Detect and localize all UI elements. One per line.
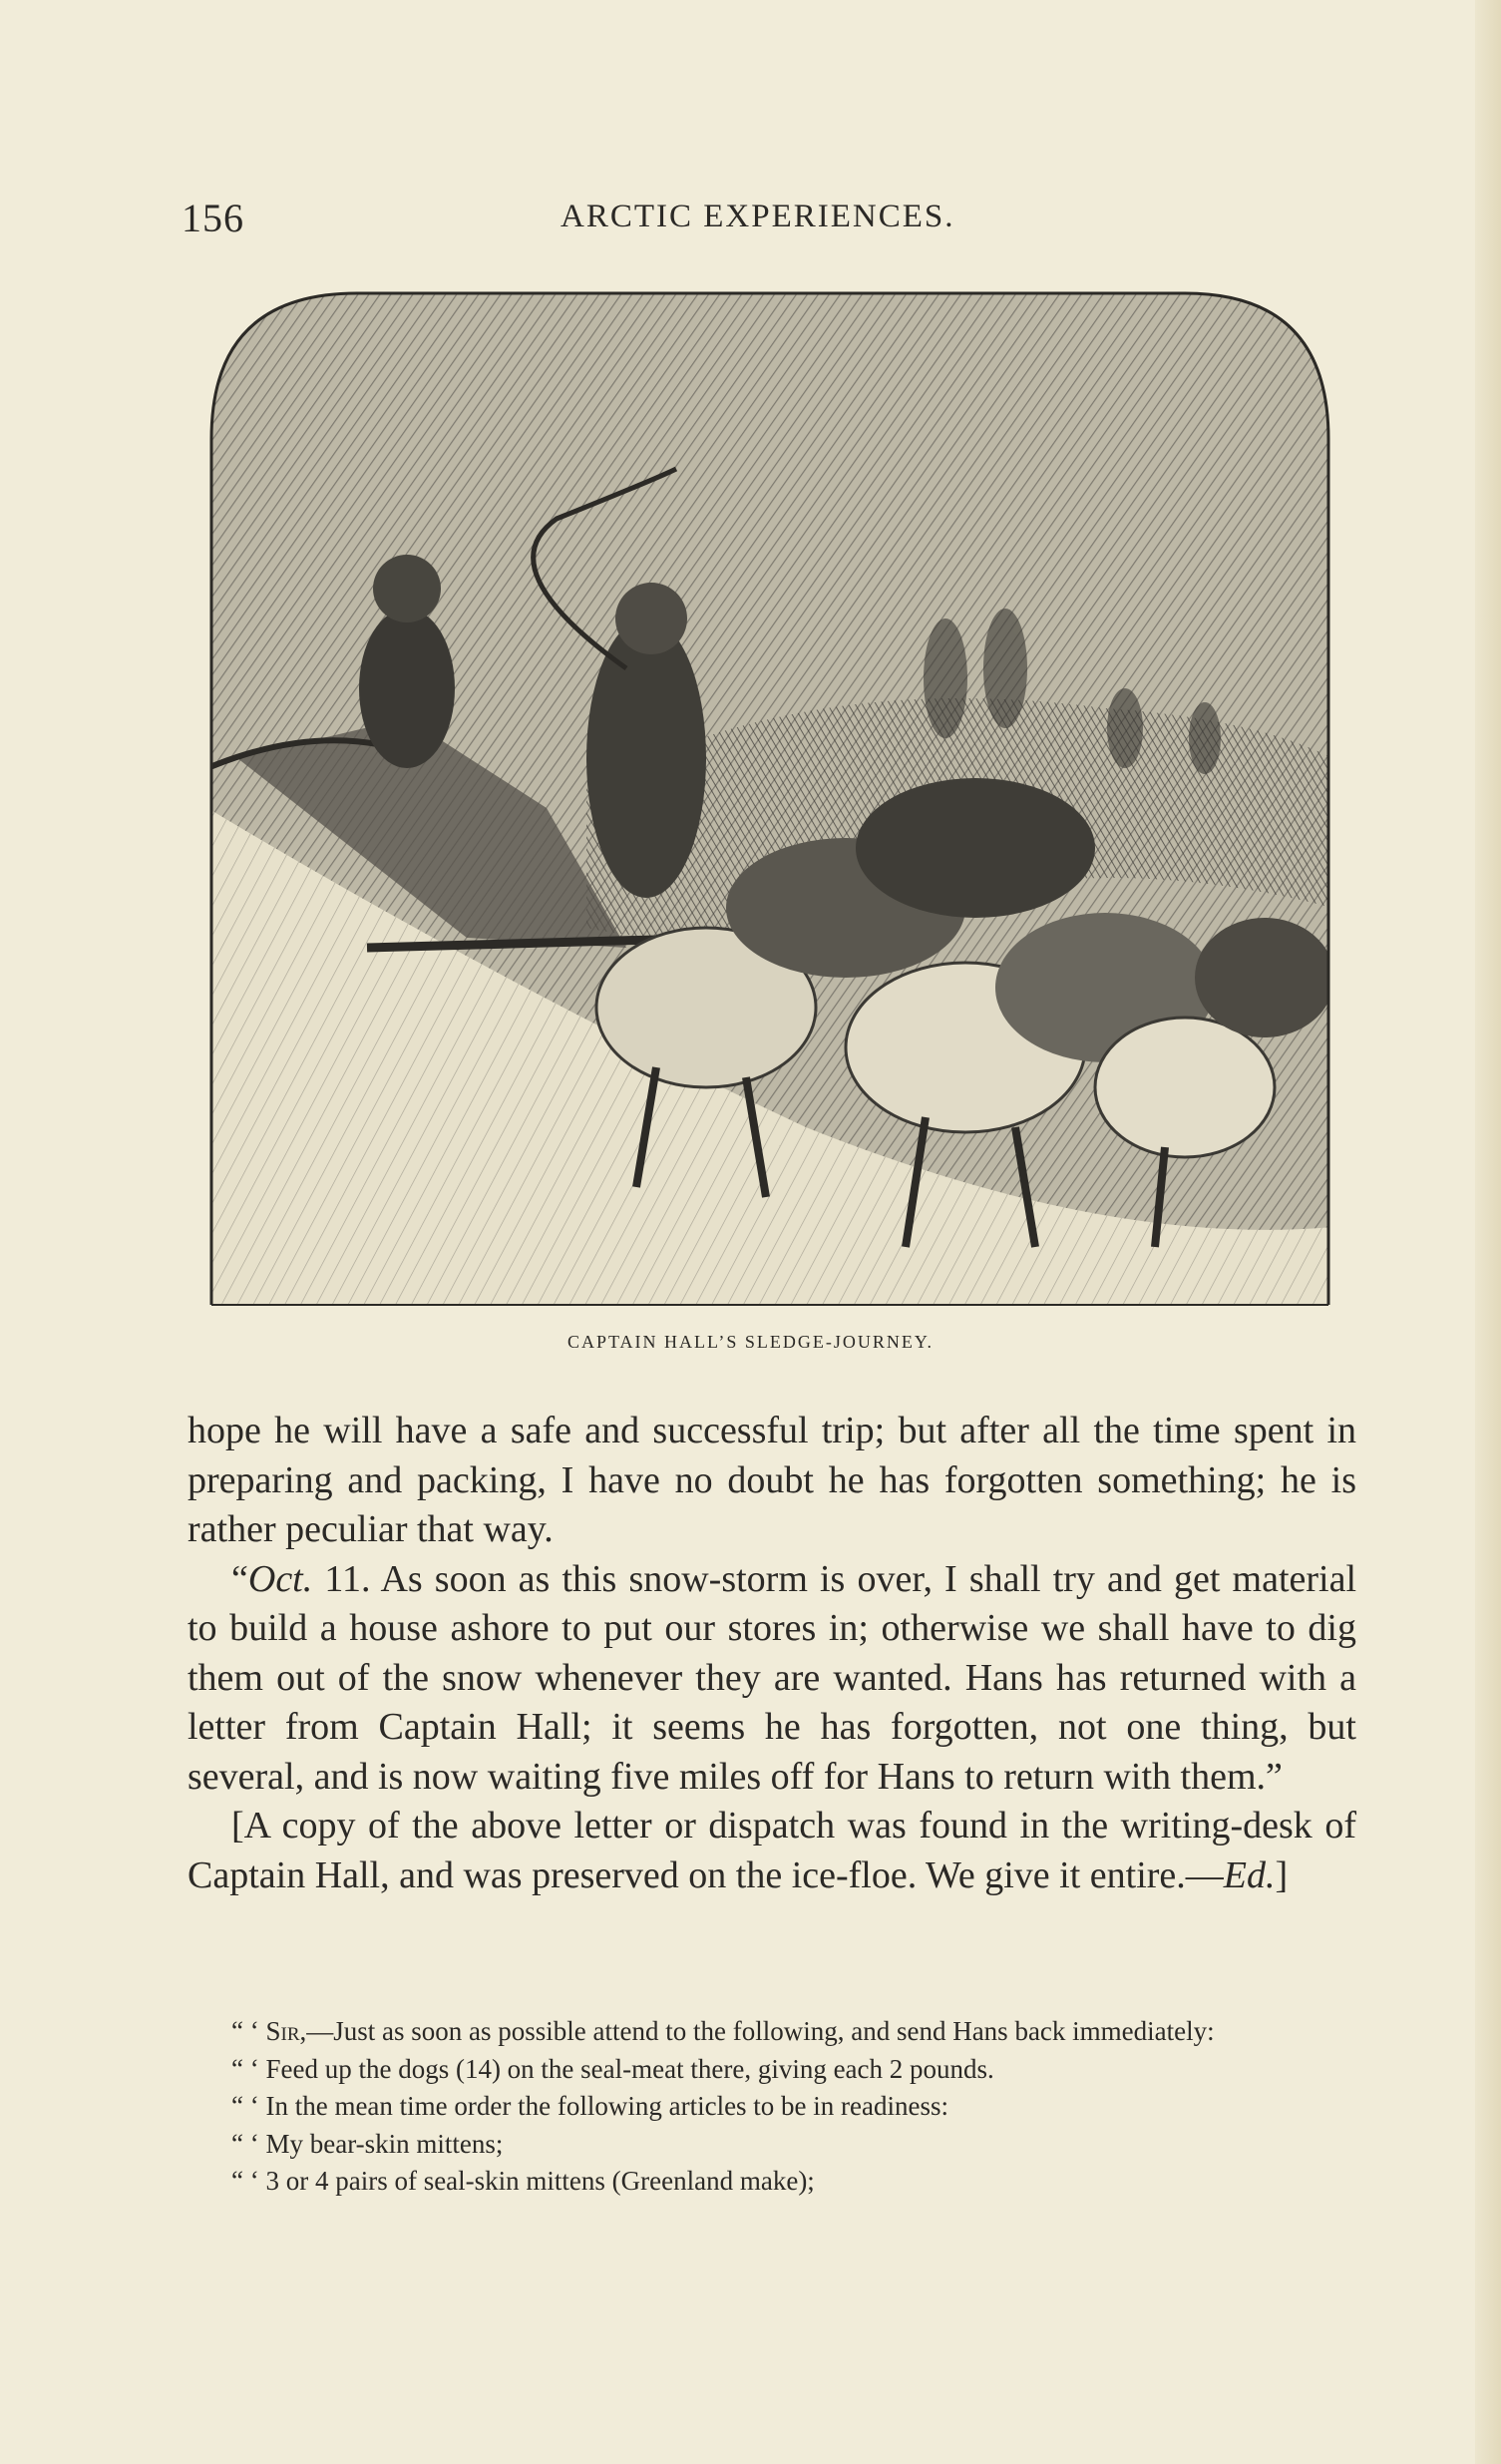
sledge-journey-engraving <box>207 289 1332 1309</box>
open-quote: “ <box>231 1557 248 1600</box>
page-edge <box>1475 0 1501 2464</box>
page-number: 156 <box>182 196 244 240</box>
letter-line: “ ‘ Feed up the dogs (14) on the seal-meat there, giving each 2 pounds. <box>231 2053 994 2084</box>
quoted-letter <box>188 2013 1356 2201</box>
letter-line <box>188 2013 1356 2051</box>
illustration-caption: CAPTAIN HALL’S SLEDGE-JOURNEY. <box>566 1332 935 1352</box>
editor-note-close: ] <box>1275 1853 1289 1896</box>
letter-quote-mark: “ ‘ <box>231 2016 266 2046</box>
paragraph-oct-11 <box>188 1555 1356 1803</box>
editor-abbrev: Ed. <box>1223 1853 1276 1896</box>
engraving-illustration <box>207 289 1332 1309</box>
paragraph-editor-note <box>188 1802 1356 1900</box>
diary-date: Oct. <box>247 1557 313 1600</box>
editor-note-text: [A copy of the above letter or dispatch was found in the writing-desk of Captain Hall, and was preserved on the ice-floe. We give it entire.— <box>188 1805 1356 1896</box>
letter-salutation: Sir <box>265 2016 300 2046</box>
letter-line-text: ,—Just as soon as possible attend to the following, and send Hans back immediately: <box>299 2016 1215 2046</box>
body-text <box>188 1407 1356 1900</box>
letter-line: “ ‘ 3 or 4 pairs of seal-skin mittens (Greenland make); <box>231 2166 815 2196</box>
letter-line: “ ‘ My bear-skin mittens; <box>231 2128 504 2159</box>
page-header <box>182 195 1358 244</box>
diary-entry-text: 11. As soon as this snow-storm is over, I shall try and get material to build a house ashore to put our stores in; otherwise we shall have to dig them out of the snow whenever they are wanted. Hans has returned with a letter from Captain Hall; it seems he has forgotten, not one thing, but several, and is now waiting five miles off for Hans to return with them.” <box>188 1557 1356 1798</box>
letter-line: “ ‘ In the mean time order the following articles to be in readiness: <box>231 2091 949 2121</box>
paragraph-continued: hope he will have a safe and successful trip; but after all the time spent in preparing and packing, I have no doubt he has forgotten something; he is rather peculiar that way. <box>188 1410 1356 1550</box>
running-head: ARCTIC EXPERIENCES. <box>561 199 955 234</box>
